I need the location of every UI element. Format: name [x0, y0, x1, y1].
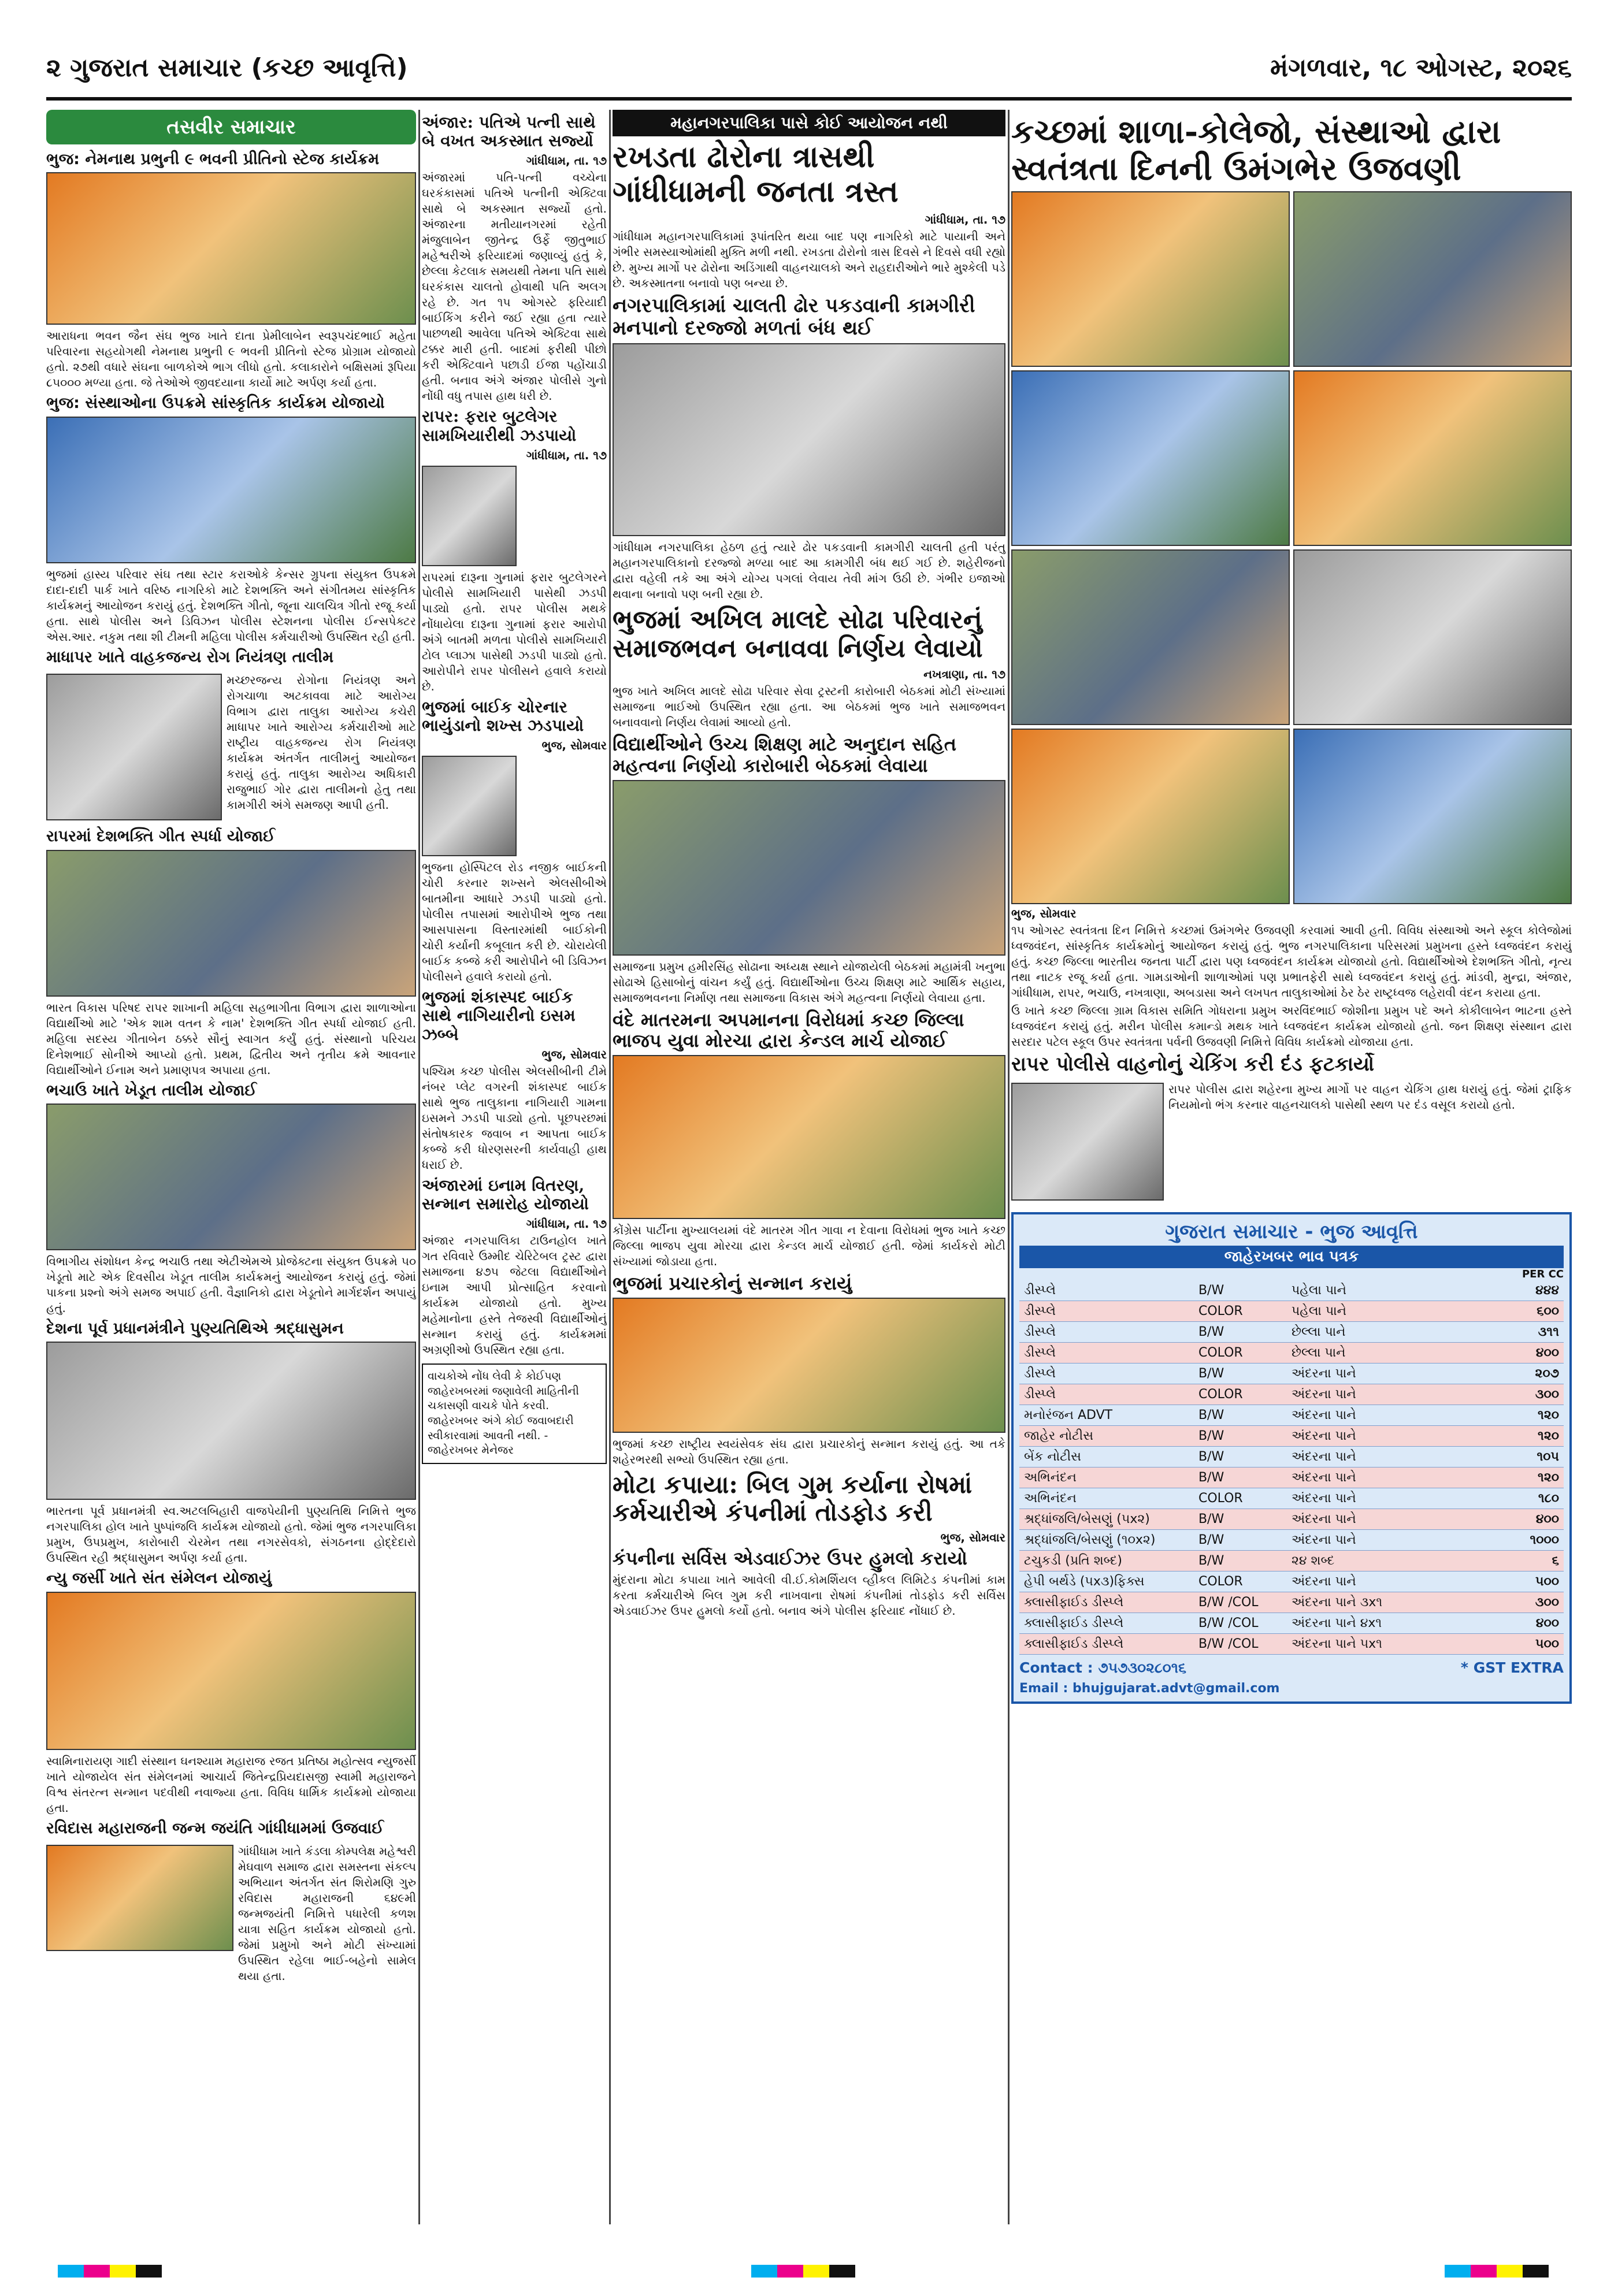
ad-rate-color: COLOR [1198, 1303, 1243, 1318]
sub-headline: કંપનીના સર્વિસ એડવાઈઝર ઉપર હુમલો કરાયો [613, 1547, 967, 1569]
ad-rate-type: મનોરંજન ADVT [1024, 1407, 1113, 1422]
ad-rate-row [1019, 1488, 1564, 1509]
ad-rate-page: છેલ્લા પાને [1292, 1324, 1346, 1339]
news-text: આરાધના ભવન જૈન સંઘ ભુજ ખાતે દાતા પ્રેમીલાબેન સ્વરૂપચંદભાઈ મહેતા પરિવારના સહયોગથી નેમનાથ પ્રભુની ૯ ભવની પ્રીતિનો સ્ટેજ પ્રોગ્રામ યોજાયો હતો. ૨૭થી વધારે સંઘના બાળકોએ ભાગ લીધો હતો. કલાકારોને બક્ષિસમાં રૂપિયા ૮૫૦૦૦ મળ્યા હતા. જે તેઓએ જીવદયાના કાર્યો માટે અર્પણ કર્યા હતા. [46, 329, 416, 390]
ad-rate-rate: ૧૨૦ [1538, 1407, 1559, 1422]
article-dateline: ભુજ, સોમવાર [940, 1530, 1005, 1544]
registration-colour-bar [1445, 2265, 1549, 2278]
ad-rate-type: જાહેર નોટીસ [1024, 1428, 1094, 1443]
article-text: પશ્ચિમ કચ્છ પોલીસ એલસીબીની ટીમે નંબર પ્લેટ વગરની શંકાસ્પદ બાઈક સાથે ભુજ તાલુકાના નાગિયારી ગામના ઇસમને ઝડપી પાડ્યો હતો. પૂછપરછમાં સંતોષકારક જવાબ ન આપતા બાઈક કબ્જે કરી ધોરણસરની કાર્યવાહી હાથ ધરાઈ છે. [422, 1064, 607, 1172]
news-caption: માધાપર ખાતે વાહકજન્ય રોગ નિયંત્રણ તાલીમ [46, 648, 334, 666]
ad-rate-row [1019, 1384, 1564, 1405]
article-headline: અંજાર: પતિએ પત્ની સાથે બે વખત અકસ્માત સર્જ્યો [422, 113, 596, 151]
celebration-photo [1011, 370, 1290, 546]
article-text: સમાજના પ્રમુખ હમીરસિંહ સોઢાના અધ્યક્ષ સ્થાને યોજાયેલી બેઠકમાં મહામંત્રી ખનુભા સોઢાએ હિસાબોનું વાંચન કર્યું હતું. વિદ્યાર્થીઓના ઉચ્ચ શિક્ષણ માટે આર્થિક સહાય, સમાજભવનના નિર્માણ તથા સમાજના વિકાસ અંગે મહત્વના નિર્ણયો લેવાયા હતા. [613, 959, 1005, 1005]
article-headline: ભુજમાં પ્રચારકોનું સન્માન કરાયું [613, 1272, 852, 1295]
ad-rate-color: B/W /COL [1198, 1595, 1259, 1610]
ad-rate-page: અંદરના પાને [1292, 1574, 1356, 1589]
masthead [46, 40, 1572, 95]
ad-rate-color: COLOR [1198, 1491, 1243, 1506]
ad-contact-line [1019, 1659, 1564, 1677]
ad-rate-row [1019, 1592, 1564, 1613]
news-caption: રવિદાસ મહારાજની જન્મ જયંતિ ગાંધીધામમાં ઉજવાઈ [46, 1819, 384, 1837]
ad-email-line [1019, 1681, 1564, 1696]
ad-rate-page: અંદરના પાને [1292, 1407, 1356, 1422]
registration-colour-bar [58, 2265, 162, 2278]
photo-news-column [46, 110, 416, 1986]
celebration-photo [1293, 191, 1572, 367]
article-dateline: ગાંધીધામ, તા. ૧૭ [526, 1217, 607, 1231]
ad-rate-color: B/W [1198, 1553, 1224, 1568]
ad-rate-color: B/W [1198, 1449, 1224, 1464]
article-dateline: ગાંધીધામ, તા. ૧૭ [526, 448, 607, 462]
main-news-column [613, 110, 1005, 1621]
ad-rate-row [1019, 1280, 1564, 1301]
ad-rate-row [1019, 1467, 1564, 1488]
contact-label: Contact : [1019, 1659, 1093, 1676]
ad-rate-rate: ૩૦૦ [1535, 1595, 1559, 1610]
ad-rate-page: ૨૪ શબ્દ [1292, 1553, 1335, 1568]
ad-rate-color: B/W [1198, 1511, 1224, 1526]
ad-rate-type: અભિનંદન [1024, 1470, 1077, 1485]
ad-rate-rate: ૪૦૦ [1535, 1511, 1559, 1526]
independence-day-column [1011, 110, 1572, 1704]
column-rule [609, 110, 611, 2224]
ad-rate-card-subtitle: જાહેરખબર ભાવ પત્રક [1019, 1246, 1564, 1268]
ad-rate-page: અંદરના પાને [1292, 1511, 1356, 1526]
article-text: ગાંધીધામ નગરપાલિકા હેઠળ હતું ત્યારે ઢોર પકડવાની કામગીરી ચાલતી હતી પરંતુ મહાનગરપાલિકાનો દરજ્જો મળ્યા બાદ આ કામગીરી બંધ થઈ ગઈ છે. શહેરીજનો દ્વારા વહેલી તકે આ અંગે યોગ્ય પગલાં લેવાય તેવી માંગ ઉઠી છે. ગંભીર ઇજાઓ થવાના બનાવો પણ બની રહ્યા છે. [613, 540, 1005, 601]
ad-rate-page: અંદરના પાને [1292, 1387, 1356, 1402]
ad-rate-type: ડીસ્પ્લે [1024, 1283, 1056, 1298]
section-header: તસવીર સમાચાર [46, 110, 416, 144]
lead-headline: રખડતા ઢોરોના ત્રાસથી ગાંધીધામની જનતા ત્રસ્ત [613, 139, 899, 209]
masthead-left: ૨ ગુજરાત સમાચાર (કચ્છ આવૃત્તિ) [46, 53, 408, 83]
cattle-road-photo [613, 343, 1005, 536]
news-caption: ભુજ: સંસ્થાઓના ઉપક્રમે સાંસ્કૃતિક કાર્યક્રમ યોજાયો [46, 394, 385, 413]
news-photo [46, 1845, 233, 1951]
article-text: ગાંધીધામ મહાનગરપાલિકામાં રૂપાંતરિત થયા બાદ પણ નાગરિકો માટે પાયાની અને ગંભીર સમસ્યાઓમાંથી મુક્તિ મળી નથી. રખડતા ઢોરોનો ત્રાસ દિવસે ને દિવસે વધી રહ્યો છે. મુખ્ય માર્ગો પર ઢોરોના અડિંગાથી વાહનચાલકો અને રાહદારીઓને ભારે મુશ્કેલી પડે છે. અકસ્માતના બનાવો પણ બન્યા છે. [613, 229, 1005, 290]
sub-headline: વિદ્યાર્થીઓને ઉચ્ચ શિક્ષણ માટે અનુદાન સહિત મહત્વના નિર્ણયો કારોબારી બેઠકમાં લેવાયા [613, 733, 956, 777]
ad-rate-rate: ૪૦૦ [1535, 1615, 1559, 1630]
ad-rate-type: શ્રદ્ધાંજલિ/બેસણું (૫x૨) [1024, 1511, 1150, 1526]
ad-rate-page: છેલ્લા પાને [1292, 1345, 1346, 1360]
news-photo [46, 172, 416, 325]
meeting-photo [613, 780, 1005, 956]
celebration-photo [1011, 729, 1290, 904]
ad-rate-type: ક્લાસીફાઈડ ડીસ્પ્લે [1024, 1636, 1124, 1651]
column-rule [418, 110, 420, 2224]
ad-rate-page: અંદરના પાને [1292, 1470, 1356, 1485]
ad-rate-row [1019, 1343, 1564, 1364]
news-text: વિભાગીય સંશોધન કેન્દ્ર ભચાઉ તથા એટીએમએ પ્રોજેક્ટના સંયુક્ત ઉપક્રમે ૫૦ ખેડૂતો માટે એક દિવસીય ખેડૂત તાલીમ કાર્યક્રમનું આયોજન કરાયું હતું. જેમાં પાકના પ્રશ્નો અંગે સમજ અપાઈ હતી. વૈજ્ઞાનિકો દ્વારા ખેડૂતોને માર્ગદર્શન અપાયું હતું. [46, 1254, 416, 1315]
contact-phone: ૭૫૭૩૦૨૮૦૧૬ [1098, 1659, 1186, 1676]
news-photo [46, 674, 222, 820]
ad-rate-color: COLOR [1198, 1387, 1243, 1402]
news-caption: દેશના પૂર્વ પ્રધાનમંત્રીને પુણ્યતિથિએ શ્રદ્ધાસુમન [46, 1319, 344, 1338]
ad-rate-row [1019, 1571, 1564, 1592]
ad-rate-row [1019, 1447, 1564, 1467]
gst-note: * GST EXTRA [1460, 1659, 1564, 1676]
article-dateline: ગાંધીધામ, તા. ૧૭ [526, 154, 607, 168]
ad-rate-row [1019, 1364, 1564, 1384]
ad-rate-page: અંદરના પાને [1292, 1428, 1356, 1443]
news-caption: ન્યુ જર્સી ખાતે સંત સંમેલન યોજાયું [46, 1569, 272, 1588]
article-text: ઉ ખાતે કચ્છ જિલ્લા ગ્રામ વિકાસ સમિતિ ગોધરાના પ્રમુખ અરવિંદભાઈ જોશીના પ્રમુખ પદે અને કોકીલાબેન ભાટના હસ્તે ધ્વજવંદન કરાયું હતું. મરીન પોલીસ કમાન્ડો મથક ખાતે ધ્વજવંદન કાર્યક્રમ યોજાયો હતો. જન શિક્ષણ સંસ્થાન દ્વારા સરદાર પટેલ સ્કૂલ ઉપર સ્વતંત્રતા પર્વની ઉજવણી નિમિત્તે વિવિધ કાર્યક્રમો યોજાયા હતા. [1011, 1003, 1572, 1049]
masthead-divider [46, 97, 1572, 101]
vehicle-check-photo [1011, 1083, 1164, 1201]
news-text: મચ્છરજન્ય રોગોના નિયંત્રણ અને રોગચાળા અટકાવવા માટે આરોગ્ય વિભાગ દ્વારા તાલુકા આરોગ્ય કચેરી માધાપર ખાતે આરોગ્ય કર્મચારીઓ માટે રાષ્ટ્રીય વાહકજન્ય રોગ નિયંત્રણ કાર્યક્રમ અંતર્ગત તાલીમનું આયોજન કરાયું હતું. તાલુકા આરોગ્ય અધિકારી રાજુભાઈ ગોર દ્વારા તાલીમનો હેતુ તથા કામગીરી અંગે સમજણ આપી હતી. [227, 673, 416, 812]
ad-rate-type: ટચુકડી (પ્રતિ શબ્દ) [1024, 1553, 1122, 1568]
article-text: રાપરમાં દારૂના ગુનામાં ફરાર બુટલેગરને પોલીસે સામખિયારી પાસેથી ઝડપી પાડ્યો હતો. રાપર પોલીસ મથકે નોંધાયેલા દારૂના ગુનામાં ફરાર આરોપી અંગે બાતમી મળતા પોલીસે સામખિયારી ટોલ પ્લાઝા પાસેથી ઝડપી પાડ્યો હતો. આરોપીને રાપર પોલીસને હવાલે કરાયો છે. [422, 570, 607, 693]
ad-rate-rate: ૧૮૦ [1538, 1491, 1559, 1506]
celebration-photo [1011, 191, 1290, 367]
ad-rate-rate: ૨૦૭ [1535, 1366, 1559, 1381]
celebration-photo [1293, 370, 1572, 546]
article-headline: ભુજમાં બાઈક ચોરનાર ભાયુંડાનો શખ્સ ઝડપાયો [422, 697, 584, 735]
short-news-column [422, 110, 607, 1464]
ad-rate-color: B/W [1198, 1532, 1224, 1547]
headline-strap: મહાનગરપાલિકા પાસે કોઈ આયોજન નથી [613, 110, 1005, 136]
ad-rate-color: B/W [1198, 1428, 1224, 1443]
news-photo [46, 417, 416, 563]
article-headline: ભુજમાં શંકાસ્પદ બાઈક સાથે નાગિયારીનો ઇસમ ઝબ્બે [422, 987, 576, 1044]
ad-rate-page: અંદરના પાને [1292, 1449, 1356, 1464]
news-photo [46, 850, 416, 997]
ad-rate-rate: ૬ [1552, 1553, 1559, 1568]
ad-rate-page: અંદરના પાને ૪x૧ [1292, 1615, 1382, 1630]
ad-rate-type: ડીસ્પ્લે [1024, 1303, 1056, 1318]
ad-rate-color: COLOR [1198, 1345, 1243, 1360]
news-photo [46, 1342, 416, 1500]
ad-rate-row [1019, 1530, 1564, 1551]
news-text: ભુજમાં હાસ્ય પરિવાર સંઘ તથા સ્ટાર કરાઓકે કેન્સર ગ્રુપના સંયુક્ત ઉપક્રમે દાદા-દાદી પાર્ક ખાતે વરિષ્ઠ નાગરિકો માટે દેશભક્તિ અને સંગીતમય સાંસ્કૃતિક કાર્યક્રમનું આયોજન કરાયું હતું. દેશભક્તિ ગીતો, જૂના ચાલચિત્ર ગીતો રજૂ કર્યા હતા. સાથે પોલીસ અને ડિવિઝન પોલીસ સ્ટેશનના પોલીસ ઈન્સપેક્ટર એસ.આર. નકુમ તથા શી ટીમની મહિલા પોલીસ કર્મચારીઓ ઉપસ્થિત રહી હતી. [46, 567, 416, 644]
ad-rate-type: ક્લાસીફાઈડ ડીસ્પ્લે [1024, 1595, 1124, 1610]
ad-rate-color: B/W /COL [1198, 1615, 1259, 1630]
ad-rate-rate: ૧૨૦ [1538, 1470, 1559, 1485]
ad-rate-rate: ૬૦૦ [1537, 1303, 1559, 1318]
ad-rate-rate: ૩૦૦ [1535, 1387, 1559, 1402]
accused-photo [422, 756, 517, 856]
rate-unit-label: PER CC [1521, 1268, 1564, 1280]
ad-rate-page: અંદરના પાને ૩x૧ [1292, 1595, 1383, 1610]
celebration-photo [1293, 729, 1572, 904]
news-text: ભારત વિકાસ પરિષદ રાપર શાખાની મહિલા સહભાગીતા વિભાગ દ્વારા શાળાઓના વિદ્યાર્થીઓ માટે 'એક શામ વતન કે નામ' દેશભક્તિ ગીત સ્પર્ધા યોજાઈ હતી. મહિલા સદસ્ય ગીતાબેન ઠક્કરે સૌનું સ્વાગત કર્યું હતું. સંસ્થાનો પરિચય દિનેશભાઈ સોનીએ આપ્યો હતો. પ્રથમ, દ્વિતીય અને તૃતીય ક્રમે આવનાર વિદ્યાર્થીઓને ઈનામ અને પ્રમાણપત્ર અપાયા હતા. [46, 1000, 416, 1077]
article-text: ભુજના હોસ્પિટલ રોડ નજીક બાઈકની ચોરી કરનાર શખ્સને એલસીબીએ બાતમીના આધારે ઝડપી પાડ્યો હતો. પોલીસ તપાસમાં આરોપીએ ભુજ તથા આસપાસના વિસ્તારમાંથી બાઈકોની ચોરી કર્યાની કબૂલાત કરી છે. ચોરાયેલી બાઈક કબ્જે કરી આરોપીને બી ડિવિઝન પોલીસને હવાલે કરાયો હતો. [422, 860, 607, 984]
article-dateline: ભુજ, સોમવાર [541, 738, 607, 753]
ad-rate-rate: ૧૦૫ [1537, 1449, 1559, 1464]
photo-collage [1011, 191, 1572, 904]
article-dateline: ભુજ, સોમવાર [541, 1047, 607, 1061]
article-headline: રાપર પોલીસે વાહનોનું ચેકિંગ કરી દંડ ફટકાર્યો [1011, 1052, 1375, 1076]
ad-rate-rate: ૧૦૦૦ [1530, 1532, 1559, 1547]
ad-rate-color: B/W [1198, 1470, 1224, 1485]
article-text: ભુજમાં કચ્છ રાષ્ટ્રીય સ્વયંસેવક સંઘ દ્વારા પ્રચારકોનું સન્માન કરાયું હતું. આ તકે શહેરભરથી સભ્યો ઉપસ્થિત રહ્યા હતા. [613, 1436, 1005, 1466]
ad-rate-rate: ૫૦૦ [1535, 1636, 1559, 1651]
celebration-photo [1011, 549, 1290, 725]
celebration-photo [1293, 549, 1572, 725]
ad-rate-page: પહેલા પાને [1292, 1303, 1346, 1318]
article-headline: ભુજમાં અખિલ માલદે સોઢા પરિવારનું સમાજભવન બનાવવા નિર્ણય લેવાયો [613, 604, 983, 664]
ad-rate-rate: ૪૪૪ [1535, 1283, 1559, 1298]
article-text: ૧૫ ઓગસ્ટ સ્વતંત્રતા દિન નિમિત્તે કચ્છમાં ઉમંગભેર ઉજવણી કરવામાં આવી હતી. વિવિધ સંસ્થાઓ અને સ્કૂલ કોલેજોમાં ધ્વજવંદન, સાંસ્કૃતિક કાર્યક્રમોનું આયોજન કરાયું હતું. ભુજ નગરપાલિકાના પરિસરમાં પ્રમુખના હસ્તે ધ્વજવંદન કરાયું હતું. કચ્છ જિલ્લા ભારતીય જનતા પાર્ટી દ્વારા પણ ધ્વજવંદન કાર્યક્રમ યોજાયો હતો. વિદ્યાર્થીઓએ દેશભક્તિ ગીતો, નૃત્ય તથા નાટક રજૂ કર્યા હતા. ગામડાઓની શાળાઓમાં પણ પ્રભાતફેરી સાથે ધ્વજવંદન કરાયું હતું. માંડવી, મુન્દ્રા, અંજાર, ગાંધીધામ, રાપર, ભચાઉ, નખત્રાણા, અબડાસા અને લખપત તાલુકાઓમાં ઠેર ઠેર રાષ્ટ્રધ્વજ લહેરાવી વંદન કરાયા હતા. [1011, 923, 1572, 1000]
ad-rate-color: B/W [1198, 1283, 1224, 1298]
ad-rate-row [1019, 1405, 1564, 1426]
ad-rate-row [1019, 1509, 1564, 1530]
ad-rate-row [1019, 1301, 1564, 1322]
article-text: રાપર પોલીસ દ્વારા શહેરના મુખ્ય માર્ગો પર વાહન ચેકિંગ હાથ ધરાયું હતું. જેમાં ટ્રાફિક નિયમોનો ભંગ કરનાર વાહનચાલકો પાસેથી સ્થળ પર દંડ વસૂલ કરાયો હતો. [1168, 1082, 1572, 1112]
contact-email: bhujgujarat.advt@gmail.com [1073, 1681, 1280, 1696]
article-headline: વંદે માતરમના અપમાનના વિરોધમાં કચ્છ જિલ્લા ભાજપ યુવા મોરચા દ્વારા કેન્ડલ માર્ચ યોજાઈ [613, 1008, 964, 1052]
news-text: સ્વામિનારાયણ ગાદી સંસ્થાન ઘનશ્યામ મહારાજ રજત પ્રતિષ્ઠા મહોત્સવ ન્યુજર્સી ખાતે યોજાયેલ સંત સંમેલનમાં આચાર્ય જિતેન્દ્રપ્રિયદાસજી સ્વામી મહારાજને વિશ્વ સંતરત્ન સન્માન પદવીથી નવાજ્યા હતા. વિવિધ ધાર્મિક કાર્યક્રમો યોજાયા હતા. [46, 1753, 416, 1815]
ad-rate-rate: ૫૦૦ [1535, 1574, 1559, 1589]
article-text: અંજારમાં પતિ-પત્ની વચ્ચેના ઘરકંકાસમાં પતિએ પત્નીની એક્ટિવા સાથે બે અકસ્માત સર્જ્યો હતો. અંજારના મતીયાનગરમાં રહેતી મંજુલાબેન જીતેન્દ્ર ઉર્ફે જીતુભાઈ મહેશ્વરીએ ફરિયાદમાં જણાવ્યું હતું કે, છેલ્લા કેટલાક સમયથી તેમના પતિ સાથે ઘરકંકાસ ચાલતો હોવાથી પતિ અલગ રહે છે. ગત ૧૫ ઓગસ્ટે ફરિયાદી બાઈકિંગ કરીને જઈ રહ્યા હતા ત્યારે પાછળથી આવેલા પતિએ એક્ટિવા સાથે ટક્કર મારી હતી. બાદમાં ફરીથી પીછો કરી એક્ટિવાને પછાડી ઈજા પહોંચાડી હતી. બનાવ અંગે અંજાર પોલીસે ગુનો નોંધી વધુ તપાસ હાથ ધરી છે. [422, 170, 607, 403]
news-caption: રાપરમાં દેશભક્તિ ગીત સ્પર્ધા યોજાઈ [46, 827, 275, 846]
news-text: ભારતના પૂર્વ પ્રધાનમંત્રી સ્વ.અટલબિહારી વાજપેયીની પુણ્યતિથિ નિમિત્તે ભુજ નગરપાલિકા હોલ ખાતે પુષ્પાંજલિ કાર્યક્રમ યોજાયો હતો. જેમાં ભુજ નગરપાલિકા પ્રમુખ, ઉપપ્રમુખ, કારોબારી ચેરમેન તથા નગરસેવકો, સંગઠનના હોદ્દેદારો ઉપસ્થિત રહી શ્રદ્ધાસુમન અર્પણ કર્યા હતા. [46, 1504, 416, 1565]
ad-rate-page: અંદરના પાને ૫x૧ [1292, 1636, 1382, 1651]
ad-rate-row [1019, 1322, 1564, 1343]
article-headline: અંજારમાં ઇનામ વિતરણ, સન્માન સમારોહ યોજાયો [422, 1175, 589, 1213]
news-text: ગાંધીધામ ખાતે કંડલા કોમ્પલેક્ષ મહેશ્વરી મેઘવાળ સમાજ દ્વારા સમસ્તના સંકલ્પ અભિયાન અંતર્ગત સંત શિરોમણિ ગુરુ રવિદાસ મહારાજની ૬૪૯મી જન્મજયંતી નિમિત્તે પધારેલી કળશ યાત્રા સહિત કાર્યક્રમ યોજાયો હતો. જેમાં પ્રમુખો અને મોટી સંખ્યામાં ઉપસ્થિત રહેલા ભાઈ-બહેનો સામેલ થયા હતા. [238, 1844, 416, 1983]
sub-headline: નગરપાલિકામાં ચાલતી ઢોર પકડવાની કામગીરી મનપાનો દરજ્જો મળતાં બંધ થઈ [613, 293, 975, 340]
ad-rate-type: અભિનંદન [1024, 1491, 1077, 1506]
ad-rate-row [1019, 1634, 1564, 1655]
candle-march-photo [613, 1055, 1005, 1219]
news-photo [46, 1592, 416, 1750]
article-text: કોંગ્રેસ પાર્ટીના મુખ્યાલયમાં વંદે માતરમ ગીત ગાવા ન દેવાના વિરોધમાં ભુજ ખાતે કચ્છ જિલ્લા ભાજપ યુવા મોરચા દ્વારા કેન્ડલ માર્ચ યોજાઈ હતી. જેમાં કાર્યકરો મોટી સંખ્યામાં જોડાયા હતા. [613, 1223, 1005, 1269]
accused-photo [422, 466, 517, 566]
ad-rate-type: ક્લાસીફાઈડ ડીસ્પ્લે [1024, 1615, 1124, 1630]
ad-rate-type: હેપી બર્થડે (૫x૩)ફિક્સ [1024, 1574, 1145, 1589]
news-caption: ભુજ: નેમનાથ પ્રભુની ૯ ભવની પ્રીતિનો સ્ટેજ કાર્યક્રમ [46, 150, 380, 168]
ad-rate-type: ડીસ્પ્લે [1024, 1387, 1056, 1402]
ad-rate-color: COLOR [1198, 1574, 1243, 1589]
news-photo [46, 1104, 416, 1250]
ad-rate-card-title: ગુજરાત સમાચાર - ભુજ આવૃત્તિ [1165, 1220, 1418, 1243]
ad-rate-type: બેંક નોટીસ [1024, 1449, 1081, 1464]
ad-rate-row [1019, 1551, 1564, 1571]
ad-rate-card [1011, 1212, 1572, 1704]
ad-rate-page: અંદરના પાને [1292, 1491, 1356, 1506]
ad-rate-type: ડીસ્પ્લે [1024, 1345, 1056, 1360]
article-text: મુંદરાના મોટા કપાયા ખાતે આવેલી વી.ઈ.કોમર્શિયલ વ્હીકલ લિમિટેડ કંપનીમાં કામ કરતા કર્મચારીએ બિલ ગુમ કરી નાખવાના રોષમાં કંપનીમાં તોડફોડ કરી સર્વિસ એડવાઈઝર ઉપર હુમલો કર્યો હતો. બનાવ અંગે પોલીસ ફરિયાદ નોંધાઈ છે. [613, 1573, 1005, 1618]
lead-headline: કચ્છમાં શાળા-કોલેજો, સંસ્થાઓ દ્વારા સ્વતંત્રતા દિનની ઉમંગભેર ઉજવણી [1011, 113, 1501, 188]
email-label: Email : [1019, 1681, 1068, 1696]
ad-rate-page: અંદરના પાને [1292, 1366, 1356, 1381]
article-dateline: નખત્રાણા, તા. ૧૭ [923, 667, 1005, 681]
ad-rate-page: અંદરના પાને [1292, 1532, 1356, 1547]
ad-rate-color: B/W [1198, 1407, 1224, 1422]
ad-rate-page: પહેલા પાને [1292, 1283, 1346, 1298]
ad-rate-rate: ૪૦૦ [1535, 1345, 1559, 1360]
registration-colour-bar [751, 2265, 855, 2278]
ad-rate-table [1019, 1280, 1564, 1655]
article-dateline: ગાંધીધામ, તા. ૧૭ [925, 212, 1005, 226]
ad-rate-type: ડીસ્પ્લે [1024, 1366, 1056, 1381]
ad-rate-rate: ૩૧૧ [1538, 1324, 1559, 1339]
ad-rate-color: B/W [1198, 1324, 1224, 1339]
news-caption: ભચાઉ ખાતે ખેડૂત તાલીમ યોજાઈ [46, 1081, 257, 1099]
article-text: ભુજ ખાતે અખિલ માલદે સોઢા પરિવાર સેવા ટ્રસ્ટની કારોબારી બેઠકમાં મોટી સંખ્યામાં સમાજના ભાઈઓ ઉપસ્થિત રહ્યા હતા. આ બેઠકમાં ભુજ ખાતે સમાજભવન બનાવવાનો નિર્ણય લેવામાં આવ્યો હતો. [613, 683, 1005, 729]
advertisement-notice: વાચકોએ નોંધ લેવી કે કોઈપણ જાહેરખબરમાં જણાવેલી માહિતીની ચકાસણી વાચકે પોતે કરવી. જાહેરખબર અંગે કોઈ જવાબદારી સ્વીકારવામાં આવતી નથી. - જાહેરખબર મેનેજર [422, 1364, 607, 1464]
ad-rate-color: B/W /COL [1198, 1636, 1259, 1651]
article-headline: રાપર: ફરાર બુટલેગર સામખિયારીથી ઝડપાયો [422, 407, 577, 445]
masthead-date: મંગળવાર, ૧૮ ઓગસ્ટ, ૨૦૨૬ [1270, 53, 1572, 83]
ad-rate-row [1019, 1426, 1564, 1447]
column-rule [1008, 110, 1010, 2224]
ad-rate-color: B/W [1198, 1366, 1224, 1381]
article-text: અંજાર નગરપાલિકા ટાઉનહોલ ખાતે ગત રવિવારે ઉમ્મીદ ચેરિટેબલ ટ્રસ્ટ દ્વારા સમાજના ૪૭૫ જેટલા વિદ્યાર્થીઓને ઇનામ આપી પ્રોત્સાહિત કરવાનો કાર્યક્રમ યોજાયો હતો. મુખ્ય મહેમાનોના હસ્તે તેજસ્વી વિદ્યાર્થીઓનું સન્માન કરાયું હતું. કાર્યક્રમમાં અગ્રણીઓ ઉપસ્થિત રહ્યા હતા. [422, 1234, 607, 1357]
ad-rate-row [1019, 1613, 1564, 1634]
ad-rate-rate: ૧૨૦ [1538, 1428, 1559, 1443]
article-dateline: ભુજ, સોમવાર [1011, 906, 1077, 920]
felicitation-photo [613, 1298, 1005, 1433]
ad-rate-type: ડીસ્પ્લે [1024, 1324, 1056, 1339]
ad-rate-type: શ્રદ્ધાંજલિ/બેસણું (૧૦x૨) [1024, 1532, 1156, 1547]
article-headline: મોટા કપાયા: બિલ ગુમ કર્યાના રોષમાં કર્મચારીએ કંપનીમાં તોડફોડ કરી [613, 1470, 973, 1527]
